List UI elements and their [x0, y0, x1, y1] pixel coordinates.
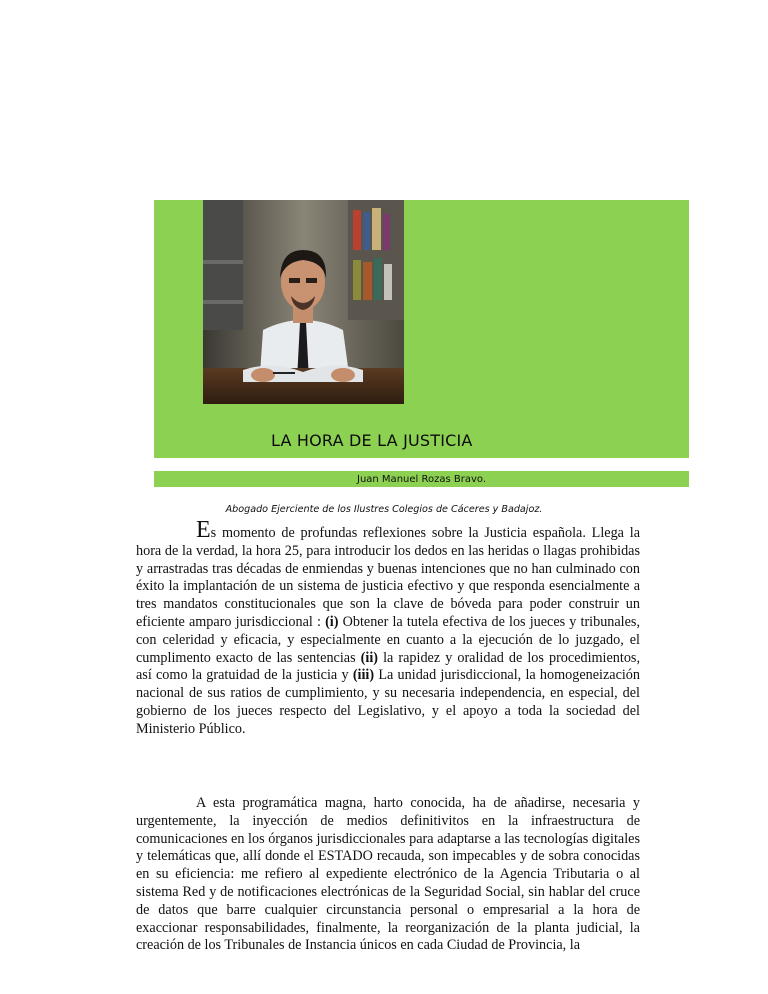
paragraph-text: Obtener la tutela efectiva de los jueces y tribunales, con celeridad y eficacia, y especialmente en cuanto a la ejecución de lo juzgado, el cumplimento exacto de las sentencias [136, 613, 640, 666]
list-marker: (iii) [352, 667, 375, 684]
author-photo [203, 200, 404, 404]
list-marker: (ii) [360, 649, 379, 666]
article-title: LA HORA DE LA JUSTICIA [271, 431, 473, 450]
paragraph-text: La unidad jurisdiccional, la homogeneización nacional de sus ratios de cumplimiento, y su necesaria independencia, en especial, del gobierno de los jueces respecto del Legislativo, y el apoyo a toda la sociedad del Ministerio Público. [136, 667, 640, 737]
author-affiliation: Abogado Ejerciente de los Ilustres Colegios de Cáceres y Badajoz. [225, 504, 543, 515]
list-marker: (i) [325, 613, 339, 630]
author-name: Juan Manuel Rozas Bravo. [357, 473, 486, 485]
body-paragraph-2: A esta programática magna, harto conocida, ha de añadirse, necesaria y urgentemente, la inyección de medios definitivitos en la infraestructura de comunicaciones en los órganos jurisdiccionales para adaptarse a las tecnologías digitales y telemáticas que, allí donde el ESTADO recauda, son impecables y de sobra conocidas en su eficiencia: me refiero al expediente electrónico de la Agencia Tributaria o al sistema Red y de notificaciones electrónicas de la Seguridad Social, sin hablar del cruce de datos que barre cualquier circunstancia personal o empresarial a la hora de exaccionar responsabilidades, finalmente, la reorganización de la planta judicial, la creación de los Tribunales de Instancia únicos en cada Ciudad de Provincia, la [136, 795, 640, 954]
paragraph-text: s momento de profundas reflexiones sobre la Justicia española. Llega la hora de la verdad, la hora 25, para introducir los dedos en las heridas o llagas prohibidas y arrastradas tras décadas de enmiendas y buenas intenciones que no han culminado con éxito la implantación de un sistema de justicia efectivo y que responda esencialmente a tres mandatos constitucionales que son la clave de bóveda para poder construir un eficiente amparo jurisdiccional : [136, 525, 640, 630]
portrait-photo-icon [203, 200, 404, 404]
body-paragraph-1 [136, 517, 640, 739]
author-bar [154, 471, 689, 487]
drop-cap: E [196, 517, 211, 543]
paragraph-text: la rapidez y oralidad de los procedimientos, así como la gratuidad de la justicia y [136, 649, 640, 684]
